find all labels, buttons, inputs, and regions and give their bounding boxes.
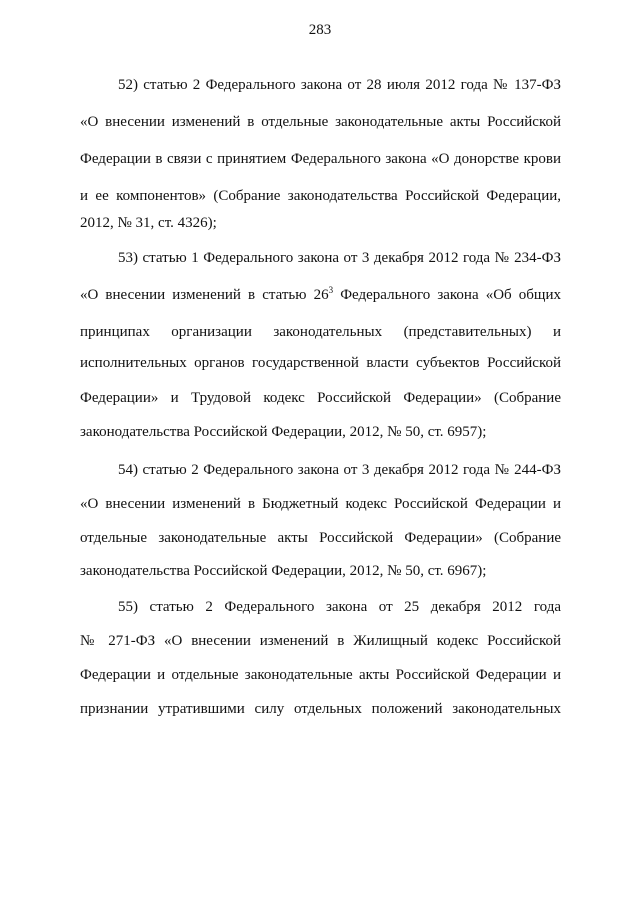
paragraph-55-line-1: 55) статью 2 Федерального закона от 25 декабря 2012 года	[118, 599, 561, 615]
paragraph-53-line-1: 53) статью 1 Федерального закона от 3 декабря 2012 года № 234-ФЗ	[118, 250, 561, 266]
paragraph-52-line-4: и ее компонентов» (Собрание законодательства Российской Федерации,	[80, 188, 561, 204]
paragraph-53-line-5: Федерации» и Трудовой кодекс Российской Федерации» (Собрание	[80, 390, 561, 406]
paragraph-52-line-2: «О внесении изменений в отдельные законодательные акты Российской	[80, 114, 561, 130]
paragraph-54-line-1: 54) статью 2 Федерального закона от 3 декабря 2012 года № 244-ФЗ	[118, 462, 561, 478]
paragraph-54-line-3: отдельные законодательные акты Российской Федерации» (Собрание	[80, 530, 561, 546]
paragraph-53-line-2	[80, 285, 561, 305]
paragraph-52-line-1: 52) статью 2 Федерального закона от 28 июля 2012 года № 137-ФЗ	[118, 77, 561, 93]
article-reference-text: «О внесении изменений в статью 26	[80, 287, 329, 303]
paragraph-52-line-5: 2012, № 31, ст. 4326);	[80, 215, 217, 231]
paragraph-54-line-2: «О внесении изменений в Бюджетный кодекс Российской Федерации и	[80, 496, 561, 512]
page-number: 283	[308, 22, 332, 38]
paragraph-55-line-2: № 271-ФЗ «О внесении изменений в Жилищный кодекс Российской	[80, 633, 561, 649]
paragraph-53-line-4: исполнительных органов государственной власти субъектов Российской	[80, 355, 561, 371]
paragraph-53-line-6: законодательства Российской Федерации, 2012, № 50, ст. 6957);	[80, 424, 487, 440]
paragraph-53-line-3: принципах организации законодательных (представительных) и	[80, 324, 561, 340]
article-superscript: 3	[328, 285, 334, 295]
article-reference-continuation: Федерального закона «Об общих	[333, 287, 562, 303]
paragraph-52-line-3: Федерации в связи с принятием Федерального закона «О донорстве крови	[80, 151, 561, 167]
paragraph-54-line-4: законодательства Российской Федерации, 2012, № 50, ст. 6967);	[80, 563, 487, 579]
paragraph-55-line-3: Федерации и отдельные законодательные акты Российской Федерации и	[80, 667, 561, 683]
paragraph-55-line-4: признании утратившими силу отдельных положений законодательных	[80, 701, 561, 717]
